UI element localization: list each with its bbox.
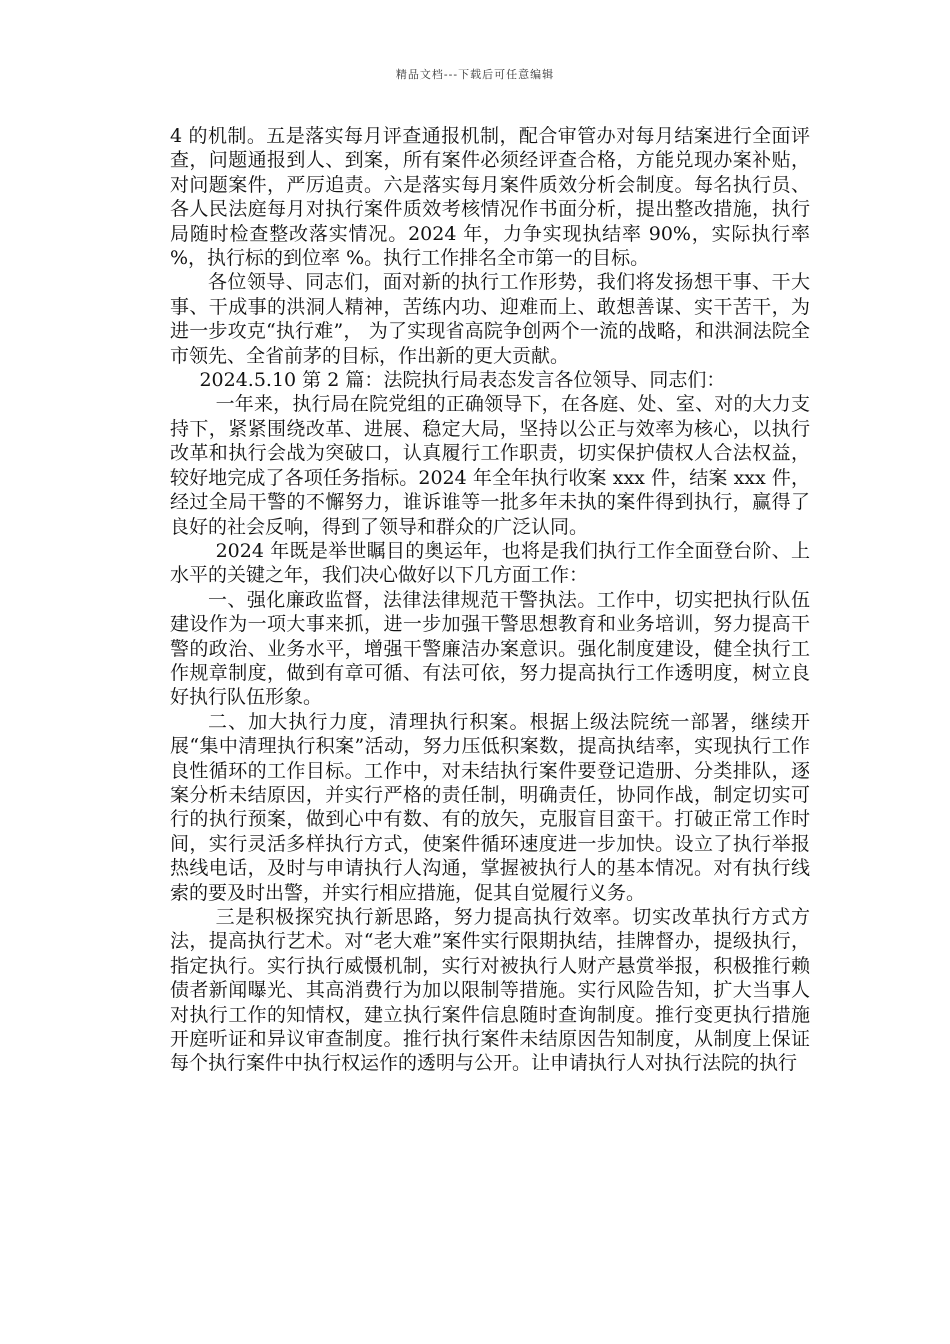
paragraph-4: 一年来，执行局在院党组的正确领导下，在各庭、处、室、对的大力支持下，紧紧围绕改革、进展、稳定大局，坚持以公正与效率为核心，以执行改革和执行会战为突破口，认真履行工作职责，切实保护债权人合法权益，较好地完成了各项任务指标。2024 年全年执行收案 xxx 件，结案 xxx 件，经过全局干警的不懈努力，谁诉谁等一批多年未执的案件得到执行，赢得了良好的社会反响，得到了领导和群众的广泛认同。 <box>170 393 810 538</box>
paragraph-5: 2024 年既是举世瞩目的奥运年，也将是我们执行工作全面登台阶、上水平的关键之年，我们决心做好以下几方面工作： <box>170 539 810 587</box>
paragraph-2: 各位领导、同志们，面对新的执行工作形势，我们将发扬想干事、干大事、干成事的洪洞人精神，苦练内功、迎难而上、敢想善谋、实干苦干，为进一步攻克“执行难”， 为了实现省高院争创两个一流的战略，和洪洞法院全市领先、全省前茅的目标，作出新的更大贡献。 <box>170 271 810 367</box>
document-body <box>170 124 810 1076</box>
page-header: 精品文档---下载后可任意编辑 <box>395 68 555 81</box>
paragraph-7: 二、加大执行力度，清理执行积案。根据上级法院统一部署，继续开展“集中清理执行积案”活动，努力压低积案数，提高执结率，实现执行工作良性循环的工作目标。工作中，对未结执行案件要登记造册、分类排队，逐案分析未结原因，并实行严格的责任制，明确责任，协同作战，制定切实可行的执行预案，做到心中有数、有的放矢，克服盲目蛮干。打破正常工作时间，实行灵活多样执行方式，使案件循环速度进一步加快。设立了执行举报热线电话，及时与申请执行人沟通，掌握被执行人的基本情况。对有执行线索的要及时出警，并实行相应措施，促其自觉履行义务。 <box>170 710 810 904</box>
paragraph-1: 4 的机制。五是落实每月评查通报机制，配合审管办对每月结案进行全面评查，问题通报到人、到案，所有案件必须经评查合格，方能兑现办案补贴，对问题案件，严厉追责。六是落实每月案件质效分析会制度。每名执行员、各人民法庭每月对执行案件质效考核情况作书面分析，提出整改措施，执行局随时检查整改落实情况。2024 年，力争实现执结率 90%，实际执行率 %，执行标的到位率 %。执行工作排名全市第一的目标。 <box>170 125 810 270</box>
paragraph-3: 2024.5.10 第 2 篇：法院执行局表态发言各位领导、同志们： <box>199 369 726 392</box>
paragraph-6: 一、强化廉政监督，法律法律规范干警执法。工作中，切实把执行队伍建设作为一项大事来抓，进一步加强干警思想教育和业务培训，努力提高干警的政治、业务水平，增强干警廉洁办案意识。强化制度建设，健全执行工作规章制度，做到有章可循、有法可依，努力提高执行工作透明度，树立良好执行队伍形象。 <box>170 588 810 709</box>
paragraph-8: 三是积极探究执行新思路，努力提高执行效率。切实改革执行方式方法，提高执行艺术。对“老大难”案件实行限期执结，挂牌督办，提级执行，指定执行。实行执行威慑机制，实行对被执行人财产悬赏举报，积极推行赖债者新闻曝光、其高消费行为加以限制等措施。实行风险告知，扩大当事人对执行工作的知情权，建立执行案件信息随时查询制度。推行变更执行措施开庭听证和异议审查制度。推行执行案件未结原因告知制度，从制度上保证每个执行案件中执行权运作的透明与公开。让申请执行人对执行法院的执行 <box>170 906 810 1075</box>
